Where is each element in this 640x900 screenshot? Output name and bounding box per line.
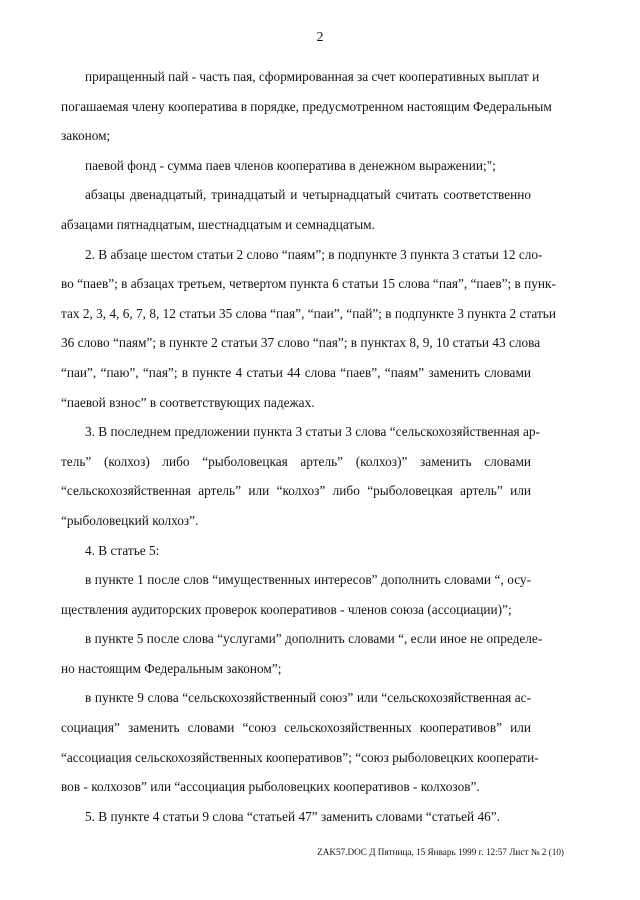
text-line: “паевой взнос” в соответствующих падежах.	[61, 394, 315, 410]
text-line: “паи”, “паю”, “пая”; в пункте 4 статьи 44 слова “паев”, “паям” заменить словами	[61, 364, 531, 380]
text-line: “рыболовецкий колхоз”.	[61, 512, 199, 528]
text-line: ществления аудиторских проверок кооперативов - членов союза (ассоциации)”;	[61, 601, 512, 617]
text-line: социация” заменить словами “союз сельскохозяйственных кооперативов” или	[61, 720, 531, 736]
paragraph-incremental-share	[61, 62, 552, 151]
paragraph-item-3	[61, 417, 540, 535]
text-line: в пункте 9 слова “сельскохозяйственный союз” или “сельскохозяйственная ас-	[85, 690, 531, 706]
text-line: погашаемая члену кооператива в порядке, предусмотренном настоящим Федеральным	[61, 98, 552, 114]
text-line: законом;	[61, 128, 111, 144]
text-line: вов - колхозов” или “ассоциация рыболовецких кооперативов - колхозов”.	[61, 779, 480, 795]
paragraph-renumbering	[61, 180, 531, 239]
text-line: абзацами пятнадцатым, шестнадцатым и семнадцатым.	[61, 216, 375, 232]
paragraph-item-4-point-1	[61, 565, 531, 624]
text-line: “сельскохозяйственная артель” или “колхоз” либо “рыболовецкая артель” или	[61, 483, 531, 499]
text-line: тах 2, 3, 4, 6, 7, 8, 12 статьи 35 слова “пая”, “паи”, “пай”; в подпункте 3 пункта 2 статьи	[61, 305, 556, 321]
text-line: в пункте 5 после слова “услугами” дополнить словами “, если иное не определе-	[85, 631, 543, 647]
page-number: 2	[316, 30, 324, 45]
text-line: “ассоциация сельскохозяйственных кооперативов”; “союз рыболовецких кооперати-	[61, 749, 539, 765]
text-line: приращенный пай - часть пая, сформированная за счет кооперативных выплат и	[85, 69, 540, 84]
paragraph-item-4-point-5	[61, 624, 543, 683]
text-line: во “паев”; в абзацах третьем, четвертом пункта 6 статьи 15 слова “пая”, “паев”; в пунк-	[61, 276, 556, 292]
text-line: тель” (колхоз) либо “рыболовецкая артель” (колхоз)” заменить словами	[61, 453, 531, 469]
text-line: но настоящим Федеральным законом”;	[61, 660, 282, 676]
document-footer: ZAK57.DOC Д Пятница, 15 Январь 1999 г. 12:57 Лист № 2 (10)	[317, 847, 564, 857]
text-line: абзацы двенадцатый, тринадцатый и четырнадцатый считать соответственно	[85, 187, 531, 203]
paragraph-item-4-heading	[61, 536, 531, 566]
text-line: паевой фонд - сумма паев членов кооператива в денежном выражении;";	[85, 157, 496, 173]
paragraph-share-fund	[61, 151, 531, 181]
text-line: в пункте 1 после слов “имущественных интересов” дополнить словами “, осу-	[85, 572, 531, 588]
text-line: 2. В абзаце шестом статьи 2 слово “паям”; в подпункте 3 пункта 3 статьи 12 сло-	[85, 246, 543, 262]
paragraph-item-4-point-9	[61, 683, 539, 801]
text-line: 3. В последнем предложении пункта 3 статьи 3 слова “сельскохозяйственная ар-	[85, 424, 540, 440]
paragraph-item-2	[61, 240, 556, 418]
text-line: 36 слово “паям”; в пункте 2 статьи 37 слово “пая”; в пунктах 8, 9, 10 статьи 43 слова	[61, 335, 541, 351]
text-line: 5. В пункте 4 статьи 9 слова “статьей 47” заменить словами “статьей 46”.	[85, 808, 500, 824]
text-line: 4. В статье 5:	[85, 542, 160, 558]
document-body	[61, 62, 556, 831]
paragraph-item-5	[61, 802, 531, 832]
